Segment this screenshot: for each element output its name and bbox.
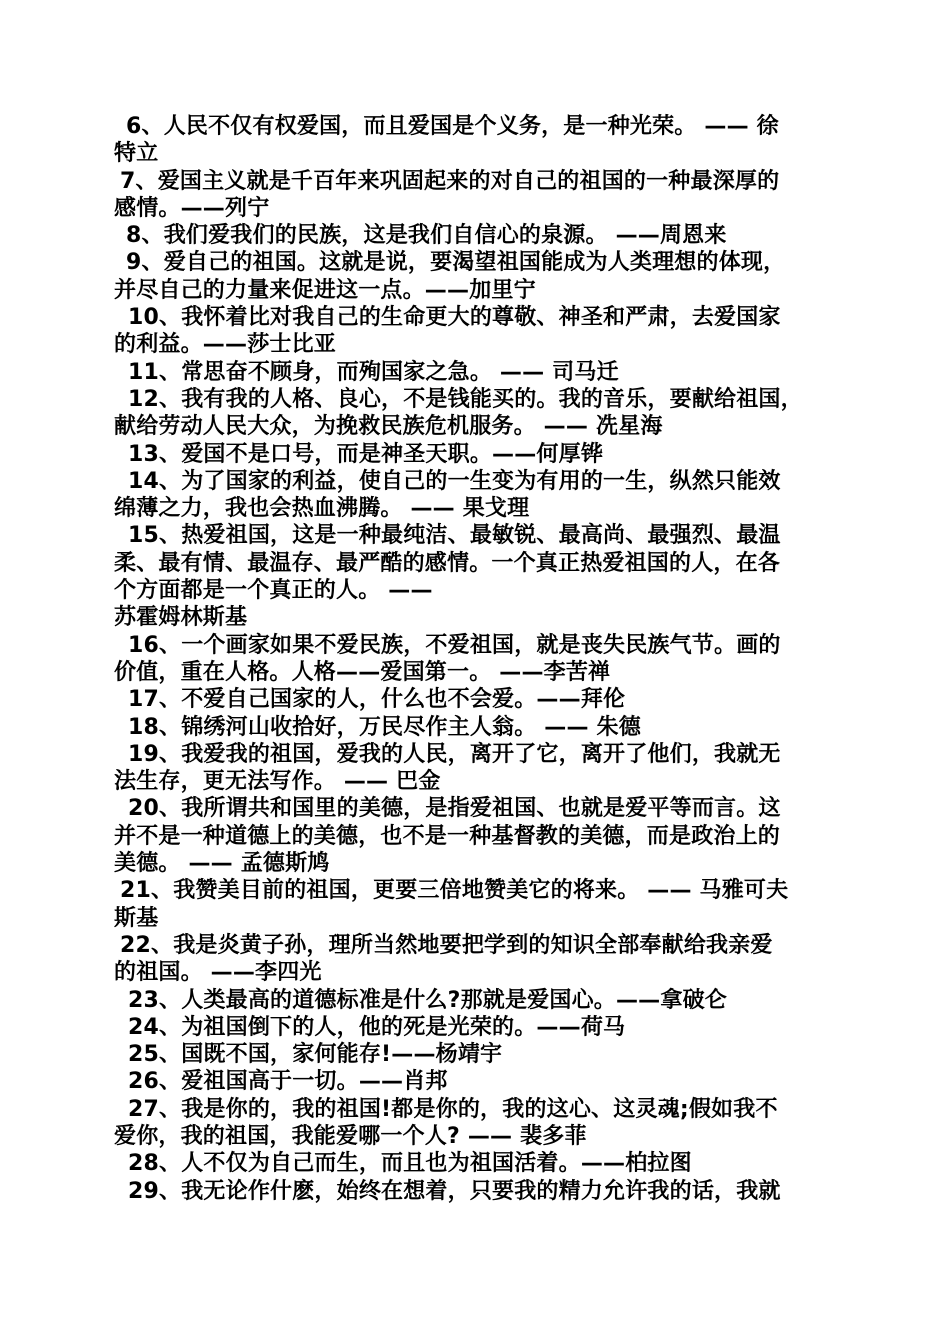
text-line: 20、我所谓共和国里的美德，是指爱祖国、也就是爱平等而言。这 [128,796,781,822]
text-line: 特立 [114,141,159,167]
text-line: 16、一个画家如果不爱民族，不爱祖国，就是丧失民族气节。画的 [128,632,781,658]
text-line: 13、爱国不是口号，而是神圣天职。——何厚铧 [128,441,604,467]
text-line: 绵薄之力，我也会热血沸腾。 —— 果戈理 [114,496,530,522]
text-line: 苏霍姆林斯基 [114,605,248,631]
text-line: 23、人类最高的道德标准是什么?那就是爱国心。——拿破仑 [128,987,727,1013]
text-line: 7、爱国主义就是千百年来巩固起来的对自己的祖国的一种最深厚的 [120,168,780,194]
text-line: 法生存，更无法写作。 —— 巴金 [114,769,441,795]
text-line: 12、我有我的人格、良心，不是钱能买的。我的音乐，要献给祖国， [128,386,803,412]
text-line: 14、为了国家的利益，使自己的一生变为有用的一生，纵然只能效 [128,468,781,494]
text-line: 21、我赞美目前的祖国，更要三倍地赞美它的将来。 —— 马雅可夫 [120,878,789,904]
text-line: 27、我是你的，我的祖国!都是你的，我的这心、这灵魂;假如我不 [128,1096,778,1122]
text-line: 19、我爱我的祖国，爱我的人民，离开了它，离开了他们，我就无 [128,741,781,767]
text-line: 的利益。——莎士比亚 [114,332,337,358]
text-line: 29、我无论作什麽，始终在想着，只要我的精力允许我的话，我就 [128,1178,781,1204]
text-line: 斯基 [114,905,159,931]
text-line: 24、为祖国倒下的人，他的死是光荣的。——荷马 [128,1014,626,1040]
text-line: 18、锦绣河山收拾好，万民尽作主人翁。 —— 朱德 [128,714,641,740]
text-line: 并尽自己的力量来促进这一点。——加里宁 [114,277,536,303]
text-line: 6、人民不仅有权爱国，而且爱国是个义务，是一种光荣。 —— 徐 [126,114,779,139]
text-line: 的祖国。 ——李四光 [114,960,322,986]
text-line: 并不是一种道德上的美德，也不是一种基督教的美德，而是政治上的 [114,823,781,849]
text-line: 17、不爱自己国家的人，什么也不会爱。——拜伦 [128,687,626,713]
text-line: 感情。——列宁 [114,195,270,221]
text-line: 价值，重在人格。人格——爱国第一。 ——李苦禅 [114,659,611,685]
text-line: 柔、最有情、最温存、最严酷的感情。一个真正热爱祖国的人，在各 [114,550,781,576]
text-line: 22、我是炎黄子孙，理所当然地要把学到的知识全部奉献给我亲爱 [120,932,773,958]
document-body [114,113,834,1205]
text-line: 15、热爱祖国，这是一种最纯洁、最敏锐、最高尚、最强烈、最温 [128,523,781,549]
text-line: 美德。 —— 孟德斯鸠 [114,851,330,877]
text-line: 9、爱自己的祖国。这就是说，要渴望祖国能成为人类理想的体现， [126,250,786,276]
text-line: 10、我怀着比对我自己的生命更大的尊敬、神圣和严肃，去爱国家 [128,305,781,331]
text-line: 爱你，我的祖国，我能爱哪一个人? —— 裴多菲 [114,1123,587,1149]
text-line: 献给劳动人民大众，为挽救民族危机服务。 —— 冼星海 [114,414,663,440]
text-line: 个方面都是一个真正的人。 —— [114,578,433,604]
text-line: 28、人不仅为自己而生，而且也为祖国活着。——柏拉图 [128,1151,692,1177]
text-line: 8、我们爱我们的民族，这是我们自信心的泉源。 ——周恩来 [126,223,727,249]
text-line: 26、爱祖国高于一切。——肖邦 [128,1069,448,1095]
text-line: 25、国既不国，家何能存!——杨靖宇 [128,1042,503,1068]
text-line: 11、常思奋不顾身，而殉国家之急。 —— 司马迁 [128,359,619,385]
